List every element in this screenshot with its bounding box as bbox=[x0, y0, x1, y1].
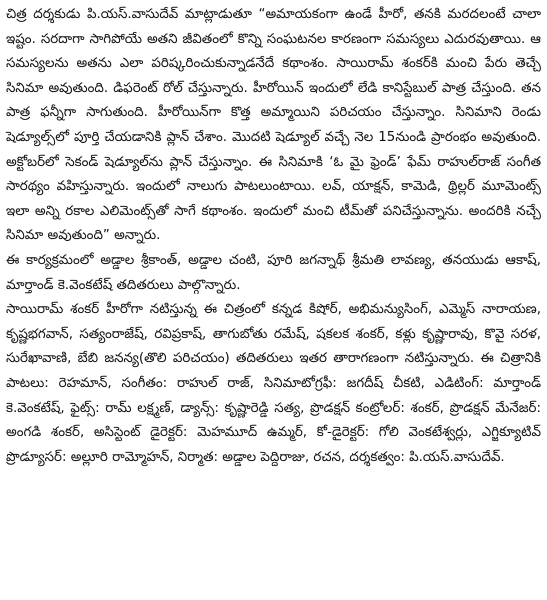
event-attendees-paragraph: ఈ కార్యక్రమంలో అడ్డాల శ్రీకాంత్, అడ్డాల చంటి, పూరి జగన్నాథ్ శ్రీమతి లావణ్య, తనయుడు ఆకాష్, మార్తాండ్ కె.వెంకటేష్ తదితరులు పాల్గొన్నారు. bbox=[6, 252, 541, 293]
cast-and-crew-paragraph: సాయిరామ్ శంకర్ హీరోగా నటిస్తున్న ఈ చిత్రంలో కన్నడ కిషోర్, అభిమన్యుసింగ్, ఎమ్మెస్ నారాయణ, కృష్ణభగవాన్, సత్యంరాజేష్, రవిప్రకాష్, తాగుబోతు రమేష్, షకలక శంకర్, కళ్లు కృష్ణారావు, కొవై సరళ, సురేఖావాణి, బేబి జనన్య(తొలి పరిచయం) తదితరులు ఇతర తారాగణంగా నటిస్తున్నారు. ఈ చిత్రానికి పాటలు: రెహమాన్, సంగీతం: రాహుల్ రాజ్, సినిమాటోగ్రఫీ: జగదీష్ చీకటి, ఎడిటింగ్: మార్తాండ్ కె.వెంకటేష్, ఫైట్స్: రామ్ లక్ష్మణ్, డ్యాన్స్: కృష్ణారెడ్డి సత్య, ప్రొడక్షన్ కంట్రోలర్: శంకర్, ప్రొడక్షన్ మేనేజర్: అంగడి శంకర్, అసిస్టెంట్ డైరెక్టర్: మెహమూద్ ఉమ్మర్, కో-డైరెక్టర్: గోలి వెంకటేశ్వర్లు, ఎగ్జిక్యూటివ్ ప్రొడ్యూసర్: అల్లూరి రామ్మోహన్, నిర్మాత: అడ్డాల పెద్దిరాజు, రచన, దర్శకత్వం: పి.యస్.వాసుదేవ్. bbox=[6, 302, 541, 465]
director-quote-paragraph: చిత్ర దర్శకుడు పి.యస్.వాసుదేవ్ మాట్లాడుతూ “అమాయకంగా ఉండే హీరో, తనకి మరదలంటే చాలా ఇష్టం. సరదాగా సాగిపోయే అతని జీవితంలో కొన్ని సంఘటనల కారణంగా సమస్యలు ఎదురవుతాయి. ఆ సమస్యలను అతను ఎలా పరిష్కరించుకున్నాడనేదే కథాంశం. సాయిరామ్ శంకర్‌కి మంచి పేరు తెచ్చే సినిమా అవుతుంది. డిఫరెంట్ రోల్ చేస్తున్నారు. హీరోయిన్ ఇందులో లేడి కానిస్టేబుల్ పాత్ర చేస్తుంది. తన పాత్ర ఫన్నీగా సాగుతుంది. హీరోయిన్‌గా కొత్త అమ్మాయిని పరిచయం చేస్తున్నాం. సినిమాని రెండు షెడ్యూల్స్‌లో పూర్తి చేయడానికి ప్లాన్ చేశాం. మొదటి షెడ్యూల్ వచ్చే నెల 15నుండి ప్రారంభం అవుతుంది. అక్టోబర్‌లో సెకండ్ షెడ్యూల్‌ను ప్లాన్ చేస్తున్నాం. ఈ సినిమాకి ‘ఓ మై ఫ్రెండ్’ ఫేమ్ రాహుల్‌రాజ్ సంగీత సారథ్యం వహిస్తున్నారు. ఇందులో నాలుగు పాటలుంటాయి. లవ్, యాక్షన్, కామెడి, థ్రిల్లర్ మూమెంట్స్ ఇలా అన్ని రకాల ఎలిమెంట్స్‌తో సాగే కథాంశం. ఇందులో మంచి టీమ్‌తో పనిచేస్తున్నాను. అందరికి నచ్చే సినిమా అవుతుంది” అన్నారు. bbox=[6, 7, 541, 244]
